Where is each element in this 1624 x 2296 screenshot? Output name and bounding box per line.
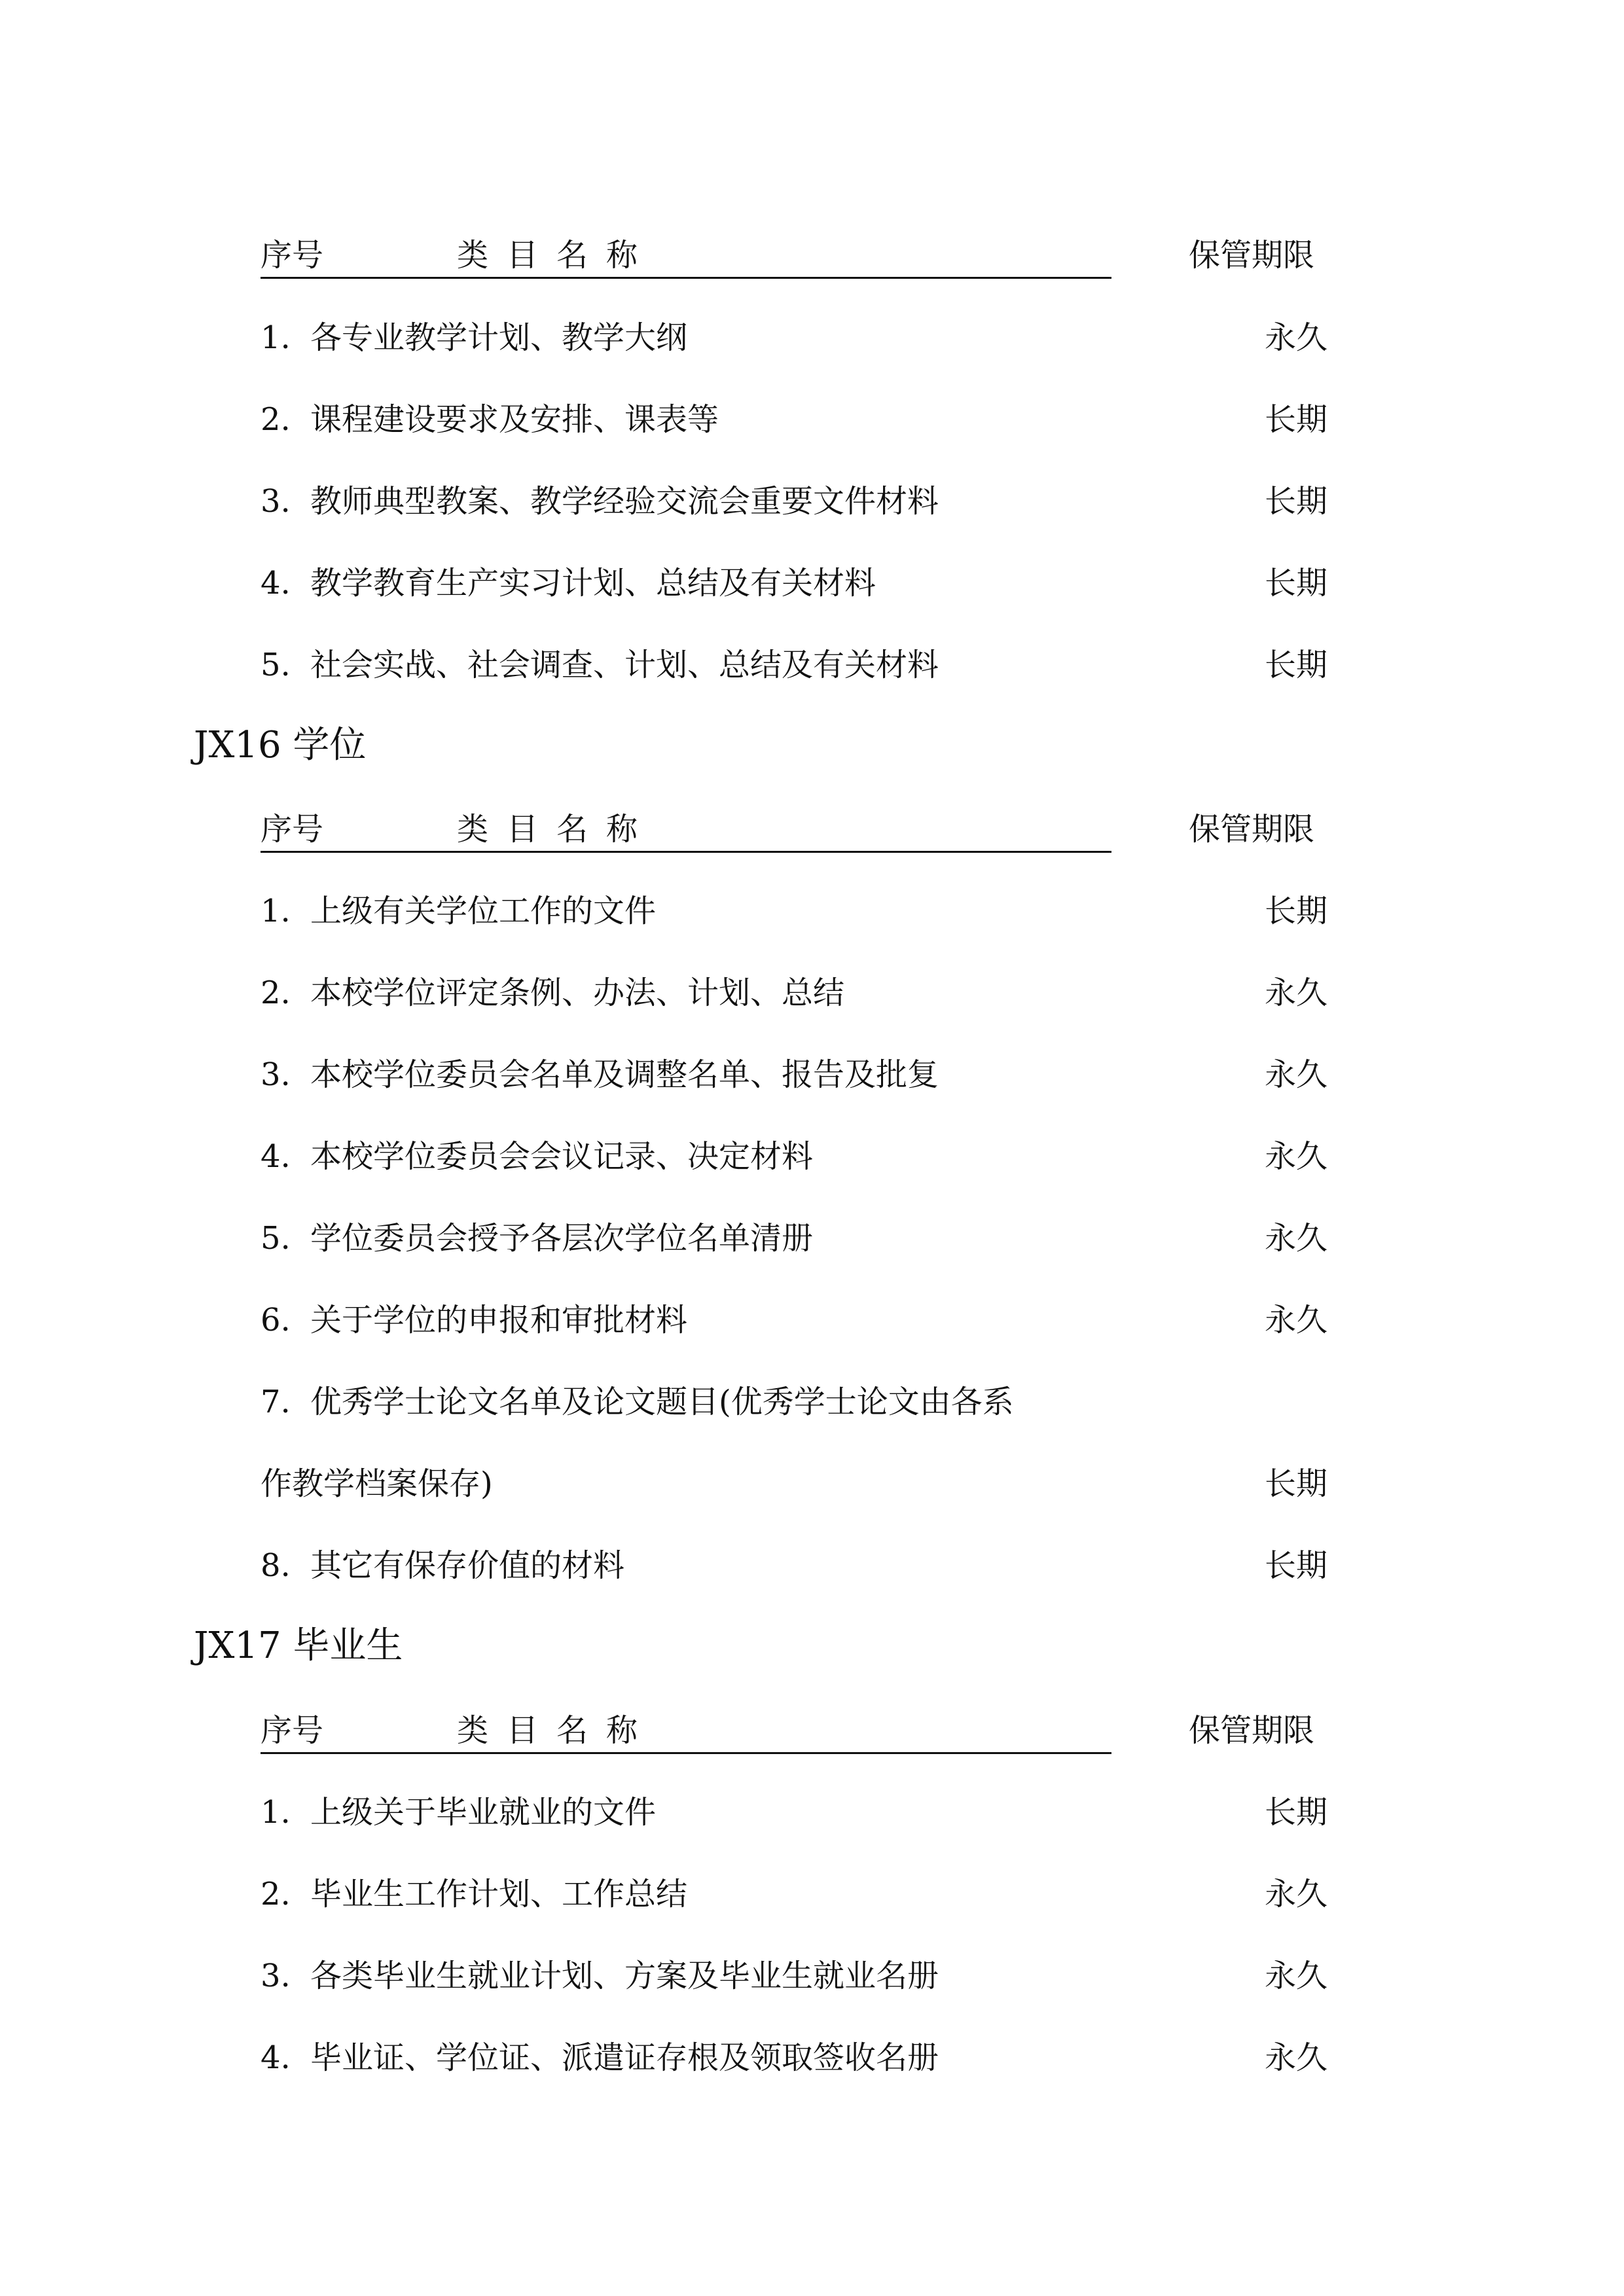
- row-period: 长期: [1264, 565, 1327, 601]
- header-period: 保管期限: [1188, 1712, 1314, 1749]
- row-period: 永久: [1264, 1220, 1327, 1257]
- row-title: 本校学位委员会名单及调整名单、报告及批复: [310, 1056, 939, 1093]
- row-period: 永久: [1264, 1056, 1327, 1093]
- row-number: 4.: [261, 1138, 291, 1175]
- row-period: 永久: [1264, 1138, 1327, 1175]
- row-title: 上级有关学位工作的文件: [310, 893, 657, 929]
- row-title: 上级关于毕业就业的文件: [310, 1794, 657, 1831]
- header-underline: [261, 851, 1111, 853]
- header-name: 类目名称: [457, 237, 657, 274]
- table-row: [261, 1953, 1327, 1999]
- row-number: 2.: [261, 975, 291, 1011]
- row-period: 长期: [1264, 483, 1327, 520]
- row-period: 永久: [1264, 1302, 1327, 1338]
- table-row: [261, 1134, 1327, 1179]
- row-period: 永久: [1264, 975, 1327, 1011]
- row-period: 长期: [1264, 1547, 1327, 1584]
- row-number: 5.: [261, 647, 291, 683]
- header-seq: 序号: [261, 811, 324, 848]
- header-period: 保管期限: [1188, 811, 1314, 848]
- row-title: 学位委员会授予各层次学位名单清册: [310, 1220, 814, 1257]
- header-seq: 序号: [261, 1712, 324, 1749]
- header-name: 类目名称: [457, 1712, 657, 1749]
- row-period: 长期: [1264, 401, 1327, 438]
- table-row: [261, 315, 1327, 361]
- table-row: [261, 1379, 1327, 1425]
- row-number: 3.: [261, 1958, 291, 1994]
- row-title: 本校学位委员会会议记录、决定材料: [310, 1138, 814, 1175]
- row-number: 3.: [261, 1056, 291, 1093]
- row-period: 长期: [1264, 647, 1327, 683]
- table-row: [261, 478, 1327, 524]
- row-number: 1.: [261, 1794, 291, 1831]
- row-title: 各类毕业生就业计划、方案及毕业生就业名册: [310, 1958, 939, 1994]
- table-row-continuation: [261, 1461, 1327, 1507]
- row-title: 社会实战、社会调查、计划、总结及有关材料: [310, 647, 939, 683]
- row-number: 1.: [261, 319, 291, 356]
- row-title: 关于学位的申报和审批材料: [310, 1302, 688, 1338]
- table-row: [261, 1871, 1327, 1917]
- header-underline: [261, 277, 1111, 279]
- row-title: 教师典型教案、教学经验交流会重要文件材料: [310, 483, 939, 520]
- table-row: [261, 1215, 1327, 1261]
- table-header: [261, 806, 1314, 859]
- section-title-jx17: JX17 毕业生: [194, 1624, 403, 1667]
- row-number: 4.: [261, 565, 291, 601]
- row-number: 6.: [261, 1302, 291, 1338]
- header-period: 保管期限: [1188, 237, 1314, 274]
- row-period: 永久: [1264, 319, 1327, 356]
- row-title: 毕业证、学位证、派遣证存根及领取签收名册: [310, 2039, 939, 2076]
- table-row: [261, 2035, 1327, 2081]
- row-number: 2.: [261, 1876, 291, 1912]
- table-row: [261, 1052, 1327, 1098]
- row-number: 1.: [261, 893, 291, 929]
- row-title: 本校学位评定条例、办法、计划、总结: [310, 975, 845, 1011]
- table-row: [261, 1297, 1327, 1343]
- row-title: 作教学档案保存): [261, 1465, 493, 1502]
- row-period: 长期: [1264, 893, 1327, 929]
- row-title: 毕业生工作计划、工作总结: [310, 1876, 688, 1912]
- table-row: [261, 397, 1327, 442]
- row-title: 教学教育生产实习计划、总结及有关材料: [310, 565, 876, 601]
- table-row: [261, 560, 1327, 606]
- section-title-jx16: JX16 学位: [194, 724, 367, 766]
- table-row: [261, 642, 1327, 688]
- table-header: [261, 1708, 1314, 1760]
- table-header: [261, 232, 1314, 285]
- table-row: [261, 888, 1327, 934]
- row-period: 永久: [1264, 2039, 1327, 2076]
- row-number: 2.: [261, 401, 291, 438]
- table-row: [261, 1789, 1327, 1835]
- header-seq: 序号: [261, 237, 324, 274]
- row-number: 4.: [261, 2039, 291, 2076]
- row-period: 永久: [1264, 1876, 1327, 1912]
- row-period: 永久: [1264, 1958, 1327, 1994]
- table-row: [261, 970, 1327, 1016]
- table-row: [261, 1543, 1327, 1588]
- row-title: 优秀学士论文名单及论文题目(优秀学士论文由各系: [310, 1384, 1014, 1420]
- row-number: 5.: [261, 1220, 291, 1257]
- header-underline: [261, 1752, 1111, 1754]
- row-number: 8.: [261, 1547, 291, 1584]
- row-period: 长期: [1264, 1794, 1327, 1831]
- row-title: 课程建设要求及安排、课表等: [310, 401, 719, 438]
- row-title: 各专业教学计划、教学大纲: [310, 319, 688, 356]
- row-title: 其它有保存价值的材料: [310, 1547, 625, 1584]
- row-number: 7.: [261, 1384, 291, 1420]
- header-name: 类目名称: [457, 811, 657, 848]
- row-number: 3.: [261, 483, 291, 520]
- row-period: 长期: [1264, 1465, 1327, 1502]
